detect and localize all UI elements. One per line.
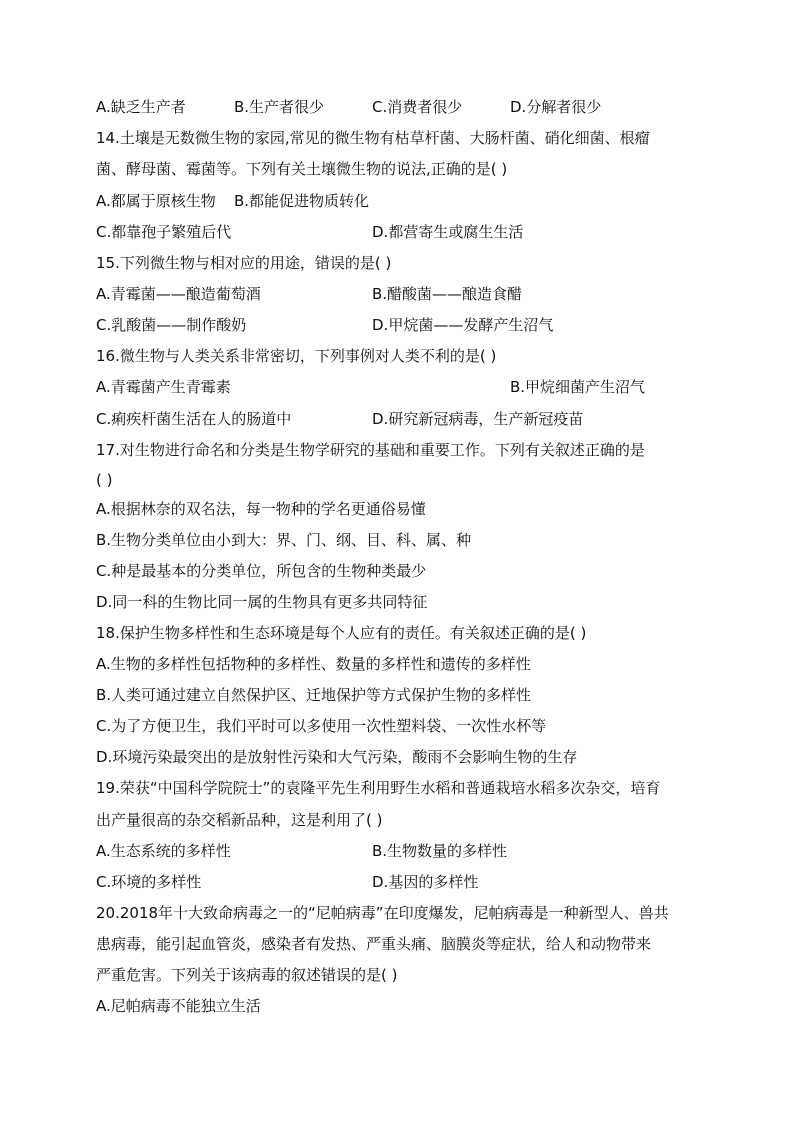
q18-option-c: C.为了方便卫生，我们平时可以多使用一次性塑料袋、一次性水杯等 [96, 717, 547, 735]
q13-option-d: D.分解者很少 [510, 98, 602, 116]
q19-option-d: D.基因的多样性 [372, 873, 479, 891]
q14-option-b: B.都能促进物质转化 [234, 192, 370, 210]
q13-option-c: C.消费者很少 [372, 98, 463, 116]
q17-option-a: A.根据林奈的双名法，每一物种的学名更通俗易懂 [96, 500, 426, 518]
q15-option-d: D.甲烷菌——发酵产生沼气 [372, 316, 554, 334]
q20-option-a: A.尼帕病毒不能独立生活 [96, 997, 261, 1015]
q15-stem: 15.下列微生物与相对应的用途，错误的是( ) [96, 254, 392, 272]
q16-stem: 16.微生物与人类关系非常密切，下列事例对人类不利的是( ) [96, 347, 497, 365]
q15-option-a: A.青霉菌——酿造葡萄酒 [96, 285, 261, 303]
q14-stem-line2: 菌、酵母菌、霉菌等。下列有关土壤微生物的说法,正确的是( ) [96, 160, 508, 178]
q17-option-c: C.种是最基本的分类单位，所包含的生物种类最少 [96, 562, 427, 580]
q13-option-b: B.生产者很少 [234, 98, 325, 116]
q17-option-d: D.同一科的生物比同一属的生物具有更多共同特征 [96, 593, 428, 611]
q14-option-a: A.都属于原核生物 [96, 192, 216, 210]
q16-option-b: B.甲烷细菌产生沼气 [510, 378, 646, 396]
q18-stem: 18.保护生物多样性和生态环境是每个人应有的责任。有关叙述正确的是( ) [96, 624, 587, 642]
q18-option-a: A.生物的多样性包括物种的多样性、数量的多样性和遗传的多样性 [96, 655, 531, 673]
q19-option-a: A.生态系统的多样性 [96, 842, 231, 860]
q13-option-a: A.缺乏生产者 [96, 98, 186, 116]
q17-option-b: B.生物分类单位由小到大：界、门、纲、目、科、属、种 [96, 531, 472, 549]
q19-option-c: C.环境的多样性 [96, 873, 202, 891]
q17-stem-line1: 17.对生物进行命名和分类是生物学研究的基础和重要工作。下列有关叙述正确的是 [96, 441, 645, 459]
q16-option-d: D.研究新冠病毒，生产新冠疫苗 [372, 410, 584, 428]
q19-option-b: B.生物数量的多样性 [372, 842, 508, 860]
q15-option-c: C.乳酸菌——制作酸奶 [96, 316, 247, 334]
q15-option-b: B.醋酸菌——酿造食醋 [372, 285, 523, 303]
q17-stem-line2: ( ) [96, 471, 113, 489]
q16-option-c: C.痢疾杆菌生活在人的肠道中 [96, 410, 292, 428]
q20-stem-line3: 严重危害。下列关于该病毒的叙述错误的是( ) [96, 966, 398, 984]
q18-option-b: B.人类可通过建立自然保护区、迁地保护等方式保护生物的多样性 [96, 686, 532, 704]
q14-option-c: C.都靠孢子繁殖后代 [96, 223, 232, 241]
q16-option-a: A.青霉菌产生青霉素 [96, 378, 231, 396]
q20-stem-line1: 20.2018年十大致命病毒之一的“尼帕病毒”在印度爆发，尼帕病毒是一种新型人、兽共 [96, 904, 669, 922]
q19-stem-line1: 19.荣获“中国科学院院士”的袁隆平先生利用野生水稻和普通栽培水稻多次杂交，培育 [96, 779, 661, 797]
q14-stem-line1: 14.土壤是无数微生物的家园,常见的微生物有枯草杆菌、大肠杆菌、硝化细菌、根瘤 [96, 129, 650, 147]
q19-stem-line2: 出产量很高的杂交稻新品种，这是利用了( ) [96, 811, 383, 829]
q18-option-d: D.环境污染最突出的是放射性污染和大气污染，酸雨不会影响生物的生存 [96, 748, 578, 766]
q14-option-d: D.都营寄生或腐生生活 [372, 223, 524, 241]
q20-stem-line2: 患病毒，能引起血管炎，感染者有发热、严重头痛、脑膜炎等症状，给人和动物带来 [96, 935, 652, 953]
